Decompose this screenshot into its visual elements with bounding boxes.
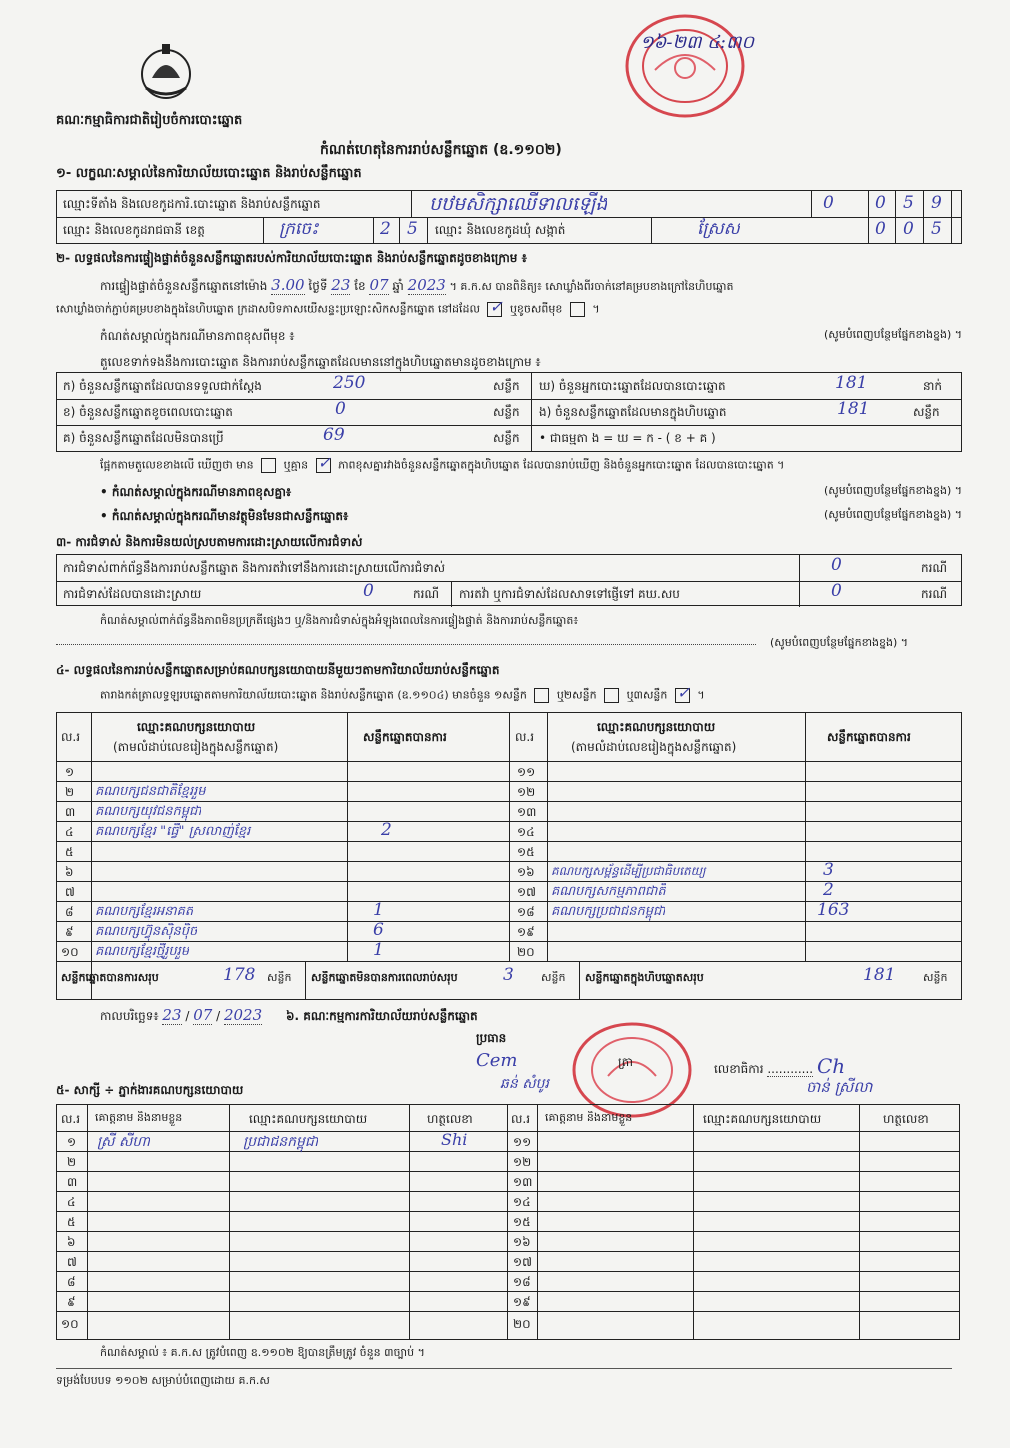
table-row-right-16-votes: 3 [823,860,834,880]
table-row-right-20-no: ២០ [517,945,535,959]
table-row-right-16-party: គណបក្សសម្ព័ន្ធដើម្បីប្រជាធិបតេយ្យ [551,864,706,878]
chair-name: ឆន់ សំបូរ [500,1076,549,1092]
nec-logo [132,38,200,106]
table-row-left-9-votes: 6 [373,920,384,940]
difference-note-line [100,328,962,346]
valid-total-unit: សន្លឹក [267,971,292,984]
col-party-right: ឈ្មោះគណបក្សនយោបាយ [597,720,716,734]
official-stamp [620,10,750,120]
table-row-right-18-party: គណបក្សប្រជាជនកម្ពុជា [551,904,666,919]
table-row-right-17-party: គណបក្សសកម្មភាពជាតិ [551,884,666,899]
col-party-left: ឈ្មោះគណបក្សនយោបាយ [137,720,256,734]
section2-heading: ២- លទ្ធផលនៃការផ្ទៀងផ្ទាត់ចំនួនសន្លឹកឆ្នោតរបស់ការិយាល័យបោះឆ្នោត និងរាប់សន្លឹកឆ្នោតដូចខាងក្រោម ៖ [56,251,527,265]
table-row-left-8-party: គណបក្សខ្មែរអនាគត [95,904,194,919]
secretary-name: ចាន់ ស្រីលា [806,1078,873,1096]
witness-row-18-no: ១៨ [513,1275,531,1289]
date-day: 23 [162,1006,182,1024]
comparison-has: ផ្អែកតាមតួលេខខាងលើ ឃើញថា មាន [100,458,254,472]
difference-bullet-tail: (សូមបំពេញបន្ថែមផ្នែកខាងខ្នង) ។ [823,484,962,497]
witness-row-5-no: ៥ [67,1215,76,1229]
section1-table [56,190,962,244]
damaged-checkbox[interactable] [570,302,585,317]
time-value: 3.00 [271,276,305,294]
col-no-right: ល.រ [515,730,535,744]
col-votes-left: សន្លឹកឆ្នោតបានការ [363,730,447,744]
table-row-left-7-no: ៧ [65,885,75,899]
witness-row-1-no: ១ [67,1135,77,1149]
table-row-left-3-no: ៣ [65,805,76,819]
witness-col-no-left: ល.រ [61,1112,81,1126]
section4-heading: ៤- លទ្ធផលនៃការរាប់សន្លឹកឆ្នោតសម្រាប់គណបក្សនយោបាយនីមួយៗតាមការិយាល័យរាប់សន្លឹកឆ្នោត [56,663,500,677]
ballotbox-value: 181 [837,399,870,419]
day-value: 23 [331,276,351,294]
table-row-left-10-no: ១០ [61,945,79,959]
form-title: កំណត់ហេតុនៃការរាប់សន្លឹកឆ្នោត (ឧ.១១០២) [320,142,562,158]
table-row-left-9-no: ៩ [65,925,74,939]
witness-row-10-no: ១០ [61,1317,79,1331]
unused-unit: សន្លឹក [493,431,520,445]
location-value: បឋមសិក្សាឈើទាលឡើង [429,193,608,215]
difference-note-label: កំណត់សម្គាល់ក្នុងករណីមានភាពខុសពីមុខ ៖ [100,329,295,343]
forwarded-label: ការតវ៉ា ឬការជំទាស់ដែលសាទទៅផ្ញើទៅ គឃ.សប [459,587,680,601]
no-difference-checkbox[interactable]: ✓ [317,453,331,472]
seal-label: ត្រា [618,1055,633,1069]
ballotbox-unit: សន្លឹក [913,405,940,419]
table-row-right-18-votes: 163 [817,900,850,920]
month-value: 07 [369,276,389,294]
comparison-text: ភាពខុសគ្នារវាងចំនួនសន្លឹកឆ្នោតក្នុងហិបឆ្នោត ដែលបានរាប់ឃើញ និងចំនួនអ្នកបោះឆ្នោត ដែលបានបោះឆ្នោត ។ [338,458,785,472]
witness-row-14-no: ១៤ [513,1195,531,1209]
forwarded-value: 0 [831,581,842,601]
foreign-object-tail: (សូមបំពេញបន្ថែមផ្នែកខាងខ្នង) ។ [823,508,962,521]
table-row-right-13-no: ១៣ [517,805,537,819]
day-label: ថ្ងៃទី [308,279,328,293]
received-value: 250 [333,373,366,393]
witness-row-12-no: ១២ [513,1155,532,1169]
section5-heading: ៥- សាក្សី ÷ ភ្នាក់ងារគណបក្សនយោបាយ [56,1083,244,1097]
location-code-3: 5 [903,193,914,213]
three-sheet-label: ឬ៣សន្លឹក [626,688,668,702]
table-row-right-19-no: ១៩ [517,925,535,939]
month-label: ខែ [354,279,366,293]
location-code-4: 9 [931,193,942,213]
one-sheet-checkbox[interactable] [534,688,549,703]
party-results-table [56,712,962,1000]
commune-code-2: 0 [903,219,914,239]
three-sheet-checkbox[interactable]: ✓ [676,683,691,702]
resolved-unit: ករណី [413,587,440,601]
table-row-right-17-no: ១៧ [517,885,536,899]
table-row-left-9-party: គណបក្សហ៊្វុនស៊ិនប៉ិច [95,924,198,939]
table-row-left-5-no: ៥ [65,845,74,859]
results-sheet-line: តារាងកត់ត្រាលទ្ធឡរបឆ្នោតតាមការិយាល័យបោះឆ្នោត និងរាប់សន្លឹកឆ្នោត (ឧ.១១០៤) មានចំនួន ១សន្លឹក ឬ២សន្លឹក ឬ៣សន្លឹក ✓ ។ [100,683,705,702]
two-sheet-checkbox[interactable] [604,688,619,703]
complaints-label: ការជំទាស់ពាក់ព័ន្ធនឹងការរាប់សន្លឹកឆ្នោត និងការតវ៉ាទៅនឹងការដោះស្រាយលើការជំទាស់ [63,561,446,575]
seal-check-line: សោឃ្លាំងចាក់ភ្ជាប់គម្របខាងក្នុងនៃហិបឆ្នោត ក្រដាសបិទភាសយើសន្ទះប្រឡោះសិកសន្លឹកឆ្នោត នៅដដែល ✓ ឬខូចសពីមុខ ។ [56,297,600,316]
secretary-line: លេខាធិការ ............ Ch [714,1054,846,1078]
box-total-unit: សន្លឹក [923,971,948,984]
has-difference-checkbox[interactable] [261,458,276,473]
voters-unit: នាក់ [923,379,943,393]
unused-value: 69 [323,425,345,445]
voters-label: ឃ) ចំនួនអ្នកបោះឆ្នោតដែលបានបោះឆ្នោត [539,379,726,393]
col-no-left: ល.រ [61,730,81,744]
foreign-object-bullet [100,508,962,526]
witness-row-17-no: ១៧ [513,1255,532,1269]
witness-row-1-party: ប្រជាជនកម្ពុជា [243,1134,319,1150]
spoiled-unit: សន្លឹក [493,405,520,419]
province-value: ក្រចេះ [279,219,319,239]
resolved-value: 0 [363,581,374,601]
table-row-right-14-no: ១៤ [517,825,535,839]
table-row-left-4-votes: 2 [381,820,392,840]
witness-col-name-right: គោត្តនាម និងនាមខ្លួន [545,1111,633,1124]
secretary-label: លេខាធិការ [714,1062,764,1076]
province-code-2: 5 [407,219,418,239]
commune-code-1: 0 [875,219,886,239]
valid-total-label: សន្លឹកឆ្នោតបានការសរុប [61,971,159,984]
province-code-1: 2 [380,219,391,239]
year-label: ឆ្នាំ [392,279,404,293]
witness-row-6-no: ៦ [67,1235,76,1249]
location-code-2: 0 [875,193,886,213]
difference-note-tail: (សូមបំពេញបន្ថែមផ្នែកខាងខ្នង) ។ [823,328,962,341]
committee-heading: ៦. គណៈកម្មការការិយាល័យរាប់សន្លឹកឆ្នោត [285,1009,478,1023]
table-row-left-1-no: ១ [65,765,75,779]
voters-value: 181 [835,373,868,393]
witness-col-sign-left: ហត្ថលេខា [427,1112,473,1126]
witness-row-11-no: ១១ [513,1135,532,1149]
witness-row-20-no: ២០ [513,1317,531,1331]
table-row-right-18-no: ១៨ [517,905,535,919]
commune-value: ស្រែស [697,219,740,239]
box-total-label: សន្លឹកឆ្នោតក្នុងហិបឆ្នោតសរុប [585,971,704,984]
witness-col-party-left: ឈ្មោះគណបក្សនយោបាយ [249,1112,368,1126]
forwarded-unit: ករណី [921,587,948,601]
complaints-value: 0 [831,555,842,575]
section1-heading: ១- លក្ខណៈសម្គាល់នៃការិយាល័យបោះឆ្នោត និងរាប់សន្លឹកឆ្នោត [56,166,362,181]
time-label: ការផ្ទៀងផ្ទាត់ចំនួនសន្លឹកឆ្នោតនៅម៉ោង [100,279,268,293]
box-total-value: 181 [863,965,896,985]
table-row-left-8-no: ៨ [65,905,74,919]
chair-signature: Cem [476,1050,518,1071]
lock-check-text: ។ គ.ក.ស បានពិនិត្យ៖ សោឃ្លាំងពីរចាក់នៅគម្របខាងក្រៅនៃហិបឆ្នោត [449,280,734,293]
damaged-label: ឬខូចសពីមុខ [509,302,563,316]
table-row-left-3-party: គណបក្សយុវជនកម្ពុជា [95,804,202,819]
complaints-unit: ករណី [921,561,948,575]
col-party-sub-left: (តាមលំដាប់លេខរៀងក្នុងសន្លឹកឆ្នោត) [113,740,279,754]
witness-col-sign-right: ហត្ថលេខា [883,1112,929,1126]
unused-label: គ) ចំនួនសន្លឹកឆ្នោតដែលមិនបានប្រើ [63,431,224,445]
date-year: 2023 [223,1006,263,1024]
location-code-1: 0 [823,193,834,213]
ballotbox-label: ង) ចំនួនសន្លឹកឆ្នោតដែលមានក្នុងហិបឆ្នោត [539,405,727,419]
invalid-total-unit: សន្លឹក [541,971,566,984]
invalid-total-label: សន្លឹកឆ្នោតមិនបានការពេលរាប់សរុប [311,971,458,984]
witness-row-7-no: ៧ [67,1255,77,1269]
table-row-left-10-party: គណបក្សខ្មែរថ្មីរួបរួម [95,944,190,959]
witness-row-3-no: ៣ [67,1175,78,1189]
witness-row-19-no: ១៩ [513,1295,531,1309]
foreign-object-label: • កំណត់សម្គាល់ក្នុងករណីមានវត្ថុមិនមែនជាសន្លឹកឆ្នោត៖ [100,509,349,523]
witness-row-15-no: ១៥ [513,1215,531,1229]
location-label: ឈ្មោះទីតាំង និងលេខកូដការិ.បោះឆ្នោត និងរាប់សន្លឹកឆ្នោត [63,197,321,211]
secretary-signature: Ch [816,1054,846,1078]
table-row-right-11-no: ១១ [517,765,536,779]
col-party-sub-right: (តាមលំដាប់លេខរៀងក្នុងសន្លឹកឆ្នោត) [571,740,737,754]
footer-divider [56,1368,952,1369]
witness-row-16-no: ១៦ [513,1235,531,1249]
witness-col-party-right: ឈ្មោះគណបក្សនយោបាយ [703,1112,822,1126]
difference-bullet-label: • កំណត់សម្គាល់ក្នុងករណីមានភាពខុសគ្នា៖ [100,485,292,499]
stamp-handwriting: ១៦-២៣ ៤:៣០ [640,32,755,53]
two-sheet-label: ឬ២សន្លឹក [556,688,597,702]
table-row-left-4-party: គណបក្សខ្មែរ "ធ្វើ" ស្រលាញ់ខ្មែរ [95,824,251,839]
witness-row-8-no: ៨ [67,1275,76,1289]
witness-row-9-no: ៩ [67,1295,76,1309]
table-row-left-2-party: គណបក្សជនជាតិខ្មែររួម [95,784,206,799]
irregularity-tail: (សូមបំពេញបន្ថែមផ្នែកខាងខ្នង) ។ [770,636,909,649]
year-value: 2023 [407,276,446,294]
table-row-left-8-votes: 1 [373,900,384,920]
figures-table [56,372,962,452]
complaints-table [56,554,962,606]
witness-row-13-no: ១៣ [513,1175,533,1189]
table-row-right-15-no: ១៥ [517,845,535,859]
table-row-left-2-no: ២ [65,785,75,799]
comparison-line [100,453,785,475]
commune-label: ឈ្មោះ និងលេខកូដឃុំ សង្កាត់ [435,223,566,237]
valid-total-value: 178 [223,965,256,985]
received-unit: សន្លឹក [493,379,520,393]
witness-row-1-name: ស្រី សីហា [97,1134,151,1150]
col-votes-right: សន្លឹកឆ្នោតបានការ [827,730,911,744]
commune-code-3: 5 [931,219,942,239]
invalid-total-value: 3 [503,965,514,985]
section3-heading: ៣- ការជំទាស់ និងការមិនយល់ស្របតាមការដោះស្រាយលើការជំទាស់ [56,535,363,549]
seal-check-text: សោឃ្លាំងចាក់ភ្ជាប់គម្របខាងក្នុងនៃហិបឆ្នោត ក្រដាសបិទភាសយើសន្ទះប្រឡោះសិកសន្លឹកឆ្នោត នៅដដែល [56,302,480,316]
irregularity-dots [56,644,756,645]
comparison-none: ឬគ្មាន [283,458,309,472]
copies-footnote: កំណត់សម្គាល់ ៖ គ.ក.ស ត្រូវបំពេញ ឧ.១១០២ ឱ្យបានត្រឹមត្រូវ ចំនួន ៣ច្បាប់ ។ [100,1346,425,1359]
table-row-left-4-no: ៤ [65,825,74,839]
table-row-right-16-no: ១៦ [517,865,535,879]
spoiled-label: ខ) ចំនួនសន្លឹកឆ្នោតខូចពេលបោះឆ្នោត [63,405,233,419]
resolved-label: ការជំទាស់ដែលបានដោះស្រាយ [63,587,202,601]
date-label: កាលបរិច្ឆេទ៖ [100,1009,159,1023]
witness-row-4-no: ៤ [67,1195,76,1209]
results-sheet-text: តារាងកត់ត្រាលទ្ធឡរបឆ្នោតតាមការិយាល័យបោះឆ្នោត និងរាប់សន្លឹកឆ្នោត (ឧ.១១០៤) មានចំនួន ១សន្លឹក [100,688,527,702]
intact-checkbox[interactable]: ✓ [489,297,503,316]
province-label: ឈ្មោះ និងលេខកូដរាជធានី ខេត្ត [63,223,205,237]
table-row-right-12-no: ១២ [517,785,536,799]
witness-row-2-no: ២ [67,1155,77,1169]
difference-bullet [100,484,962,502]
date-month: 07 [193,1006,213,1024]
witness-col-name-left: គោត្តនាម និងនាមខ្លួន [95,1111,183,1124]
irregularity-note: កំណត់សម្គាល់ពាក់ព័ន្ធនឹងភាពមិនប្រក្រតីផ្សេងៗ ឬ/និងការជំទាស់ក្នុងអំឡុងពេលនៃការផ្ទៀងផ្ទាត់ និងការរាប់សន្លឹកឆ្នោត៖ [100,614,579,627]
received-label: ក) ចំនួនសន្លឹកឆ្នោតដែលបានទទួលជាក់ស្តែង [63,379,262,393]
witness-table [56,1104,960,1340]
figures-intro: តួលេខទាក់ទងនឹងការបោះឆ្នោត និងការរាប់សន្លឹកឆ្នោតដែលមាននៅក្នុងហិបឆ្នោតមានដូចខាងក្រោម ៖ [100,355,541,369]
spoiled-value: 0 [335,399,346,419]
verification-time-line [100,276,733,296]
org-name: គណៈកម្មាធិការជាតិរៀបចំការបោះឆ្នោត [56,113,243,128]
footer-text: ទម្រង់បែបបទ ១១០២ សម្រាប់បំពេញដោយ គ.ក.ស [56,1374,270,1387]
witness-row-1-signature: Shi [441,1130,468,1149]
table-row-right-17-votes: 2 [823,880,834,900]
chair-label: ប្រធាន [476,1031,507,1045]
formula: • ជាធម្មតា ង = ឃ = ក - ( ខ + គ ) [539,431,716,445]
date-line: កាលបរិច្ឆេទ៖ 23 / 07 / 2023 ៦. គណៈកម្មការការិយាល័យរាប់សន្លឹកឆ្នោត [100,1006,478,1024]
table-row-left-6-no: ៦ [65,865,74,879]
table-row-left-10-votes: 1 [373,940,384,960]
witness-col-no-right: ល.រ [511,1112,531,1126]
